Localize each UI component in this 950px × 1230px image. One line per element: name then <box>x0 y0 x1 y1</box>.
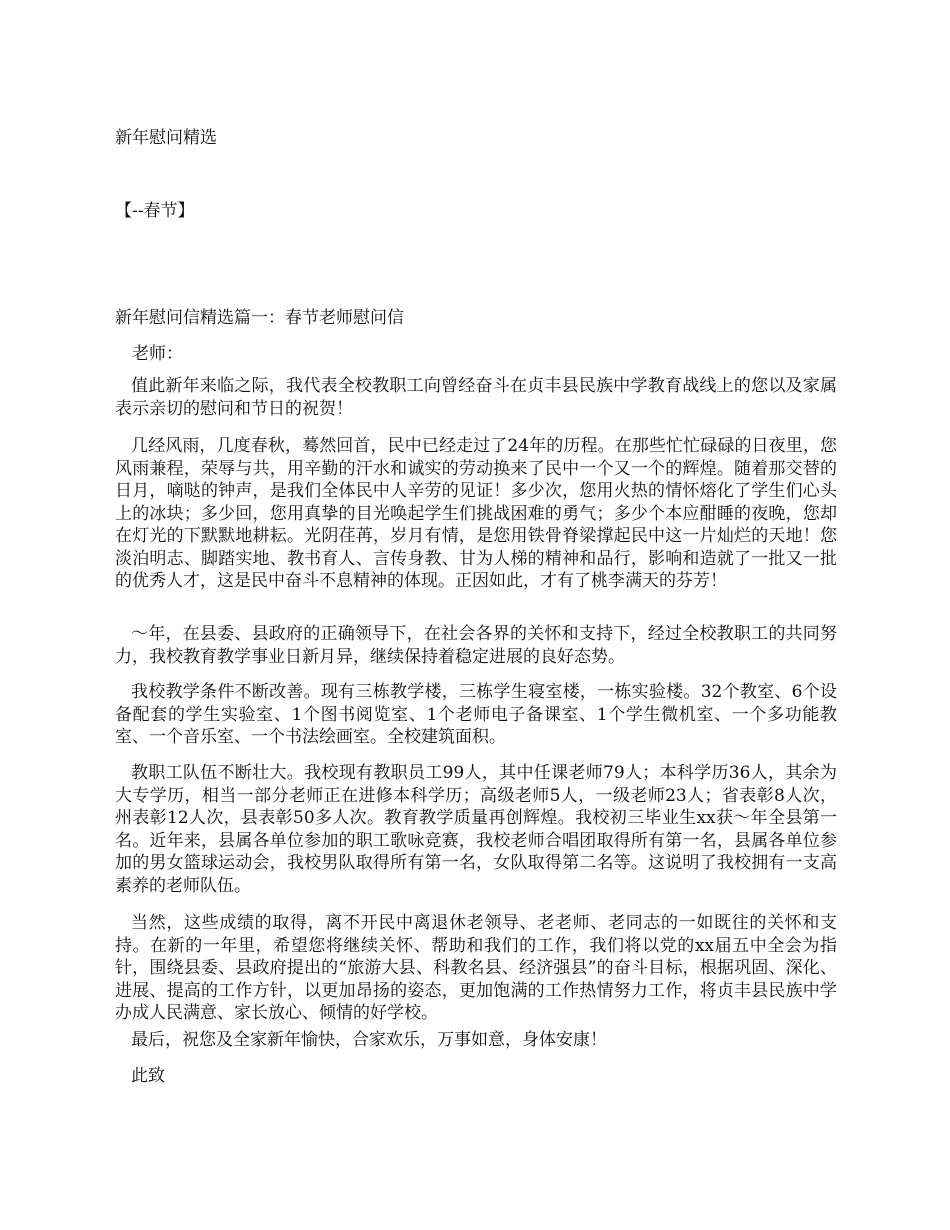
paragraph-facilities: 我校教学条件不断改善。现有三栋教学楼，三栋学生寝室楼，一栋实验楼。32个教室、6个设备配套的学生实验室、1个图书阅览室、1个老师电子备课室、1个学生微机室、一个多功能教室、一个音乐室、一个书法绘画室。全校建筑面积。 <box>115 682 837 747</box>
salutation: 老师： <box>132 344 183 364</box>
paragraph-history: 几经风雨，几度春秋，蓦然回首，民中已经走过了24年的历程。在那些忙忙碌碌的日夜里，您风雨兼程，荣辱与共，用辛勤的汗水和诚实的劳动换来了民中一个又一个的辉煌。随着那交替的日月，嘀哒的钟声，是我们全体民中人辛劳的见证！多少次，您用火热的情怀熔化了学生们心头上的冰块；多少回，您用真挚的目光唤起学生们挑战困难的勇气；多少个本应酣睡的夜晚，您却在灯光的下默默地耕耘。光阴荏苒，岁月有情，是您用铁骨脊梁撑起民中这一片灿烂的天地！您淡泊明志、脚踏实地、教书育人、言传身教、甘为人梯的精神和品行，影响和造就了一批又一批的优秀人才，这是民中奋斗不息精神的体现。正因如此，才有了桃李满天的芬芳！ <box>115 436 837 591</box>
section-heading: 新年慰问信精选篇一：春节老师慰问信 <box>115 308 404 328</box>
paragraph-progress: ～年，在县委、县政府的正确领导下，在社会各界的关怀和支持下，经过全校教职工的共同努力，我校教育教学事业日新月异，继续保持着稳定进展的良好态势。 <box>115 624 837 667</box>
paragraph-support: 当然，这些成绩的取得，离不开民中离退休老领导、老老师、老同志的一如既往的关怀和支持。在新的一年里，希望您将继续关怀、帮助和我们的工作，我们将以党的xx届五中全会为指针，围绕县委、县政府提出的“旅游大县、科教名县、经济强县”的奋斗目标，根据巩固、深化、进展、提高的工作方针，以更加昂扬的姿态，更加饱满的工作热情努力工作，将贞丰县民族中学办成人民满意、家长放心、倾情的好学校。 <box>115 913 837 1023</box>
paragraph-greeting: 值此新年来临之际，我代表全校教职工向曾经奋斗在贞丰县民族中学教育战线上的您以及家属表示亲切的慰问和节日的祝贺！ <box>115 376 837 419</box>
closing: 此致 <box>131 1066 165 1086</box>
document-subtitle: 【--春节】 <box>115 201 195 221</box>
paragraph-wishes: 最后，祝您及全家新年愉快，合家欢乐，万事如意，身体安康！ <box>131 1030 607 1050</box>
paragraph-staff: 教职工队伍不断壮大。我校现有教职员工99人，其中任课老师79人；本科学历36人，其余为大专学历，相当一部分老师正在进修本科学历；高级老师5人，一级老师23人；省表彰8人次，州表彰12人次，县表彰50多人次。教育教学质量再创辉煌。我校初三毕业生xx获～年全县第一名。近年来，县属各单位参加的职工歌咏竞赛，我校老师合唱团取得所有第一名，县属各单位参加的男女篮球运动会，我校男队取得所有第一名，女队取得第二名等。这说明了我校拥有一支高素养的老师队伍。 <box>115 763 837 896</box>
document-title: 新年慰问精选 <box>115 128 217 148</box>
